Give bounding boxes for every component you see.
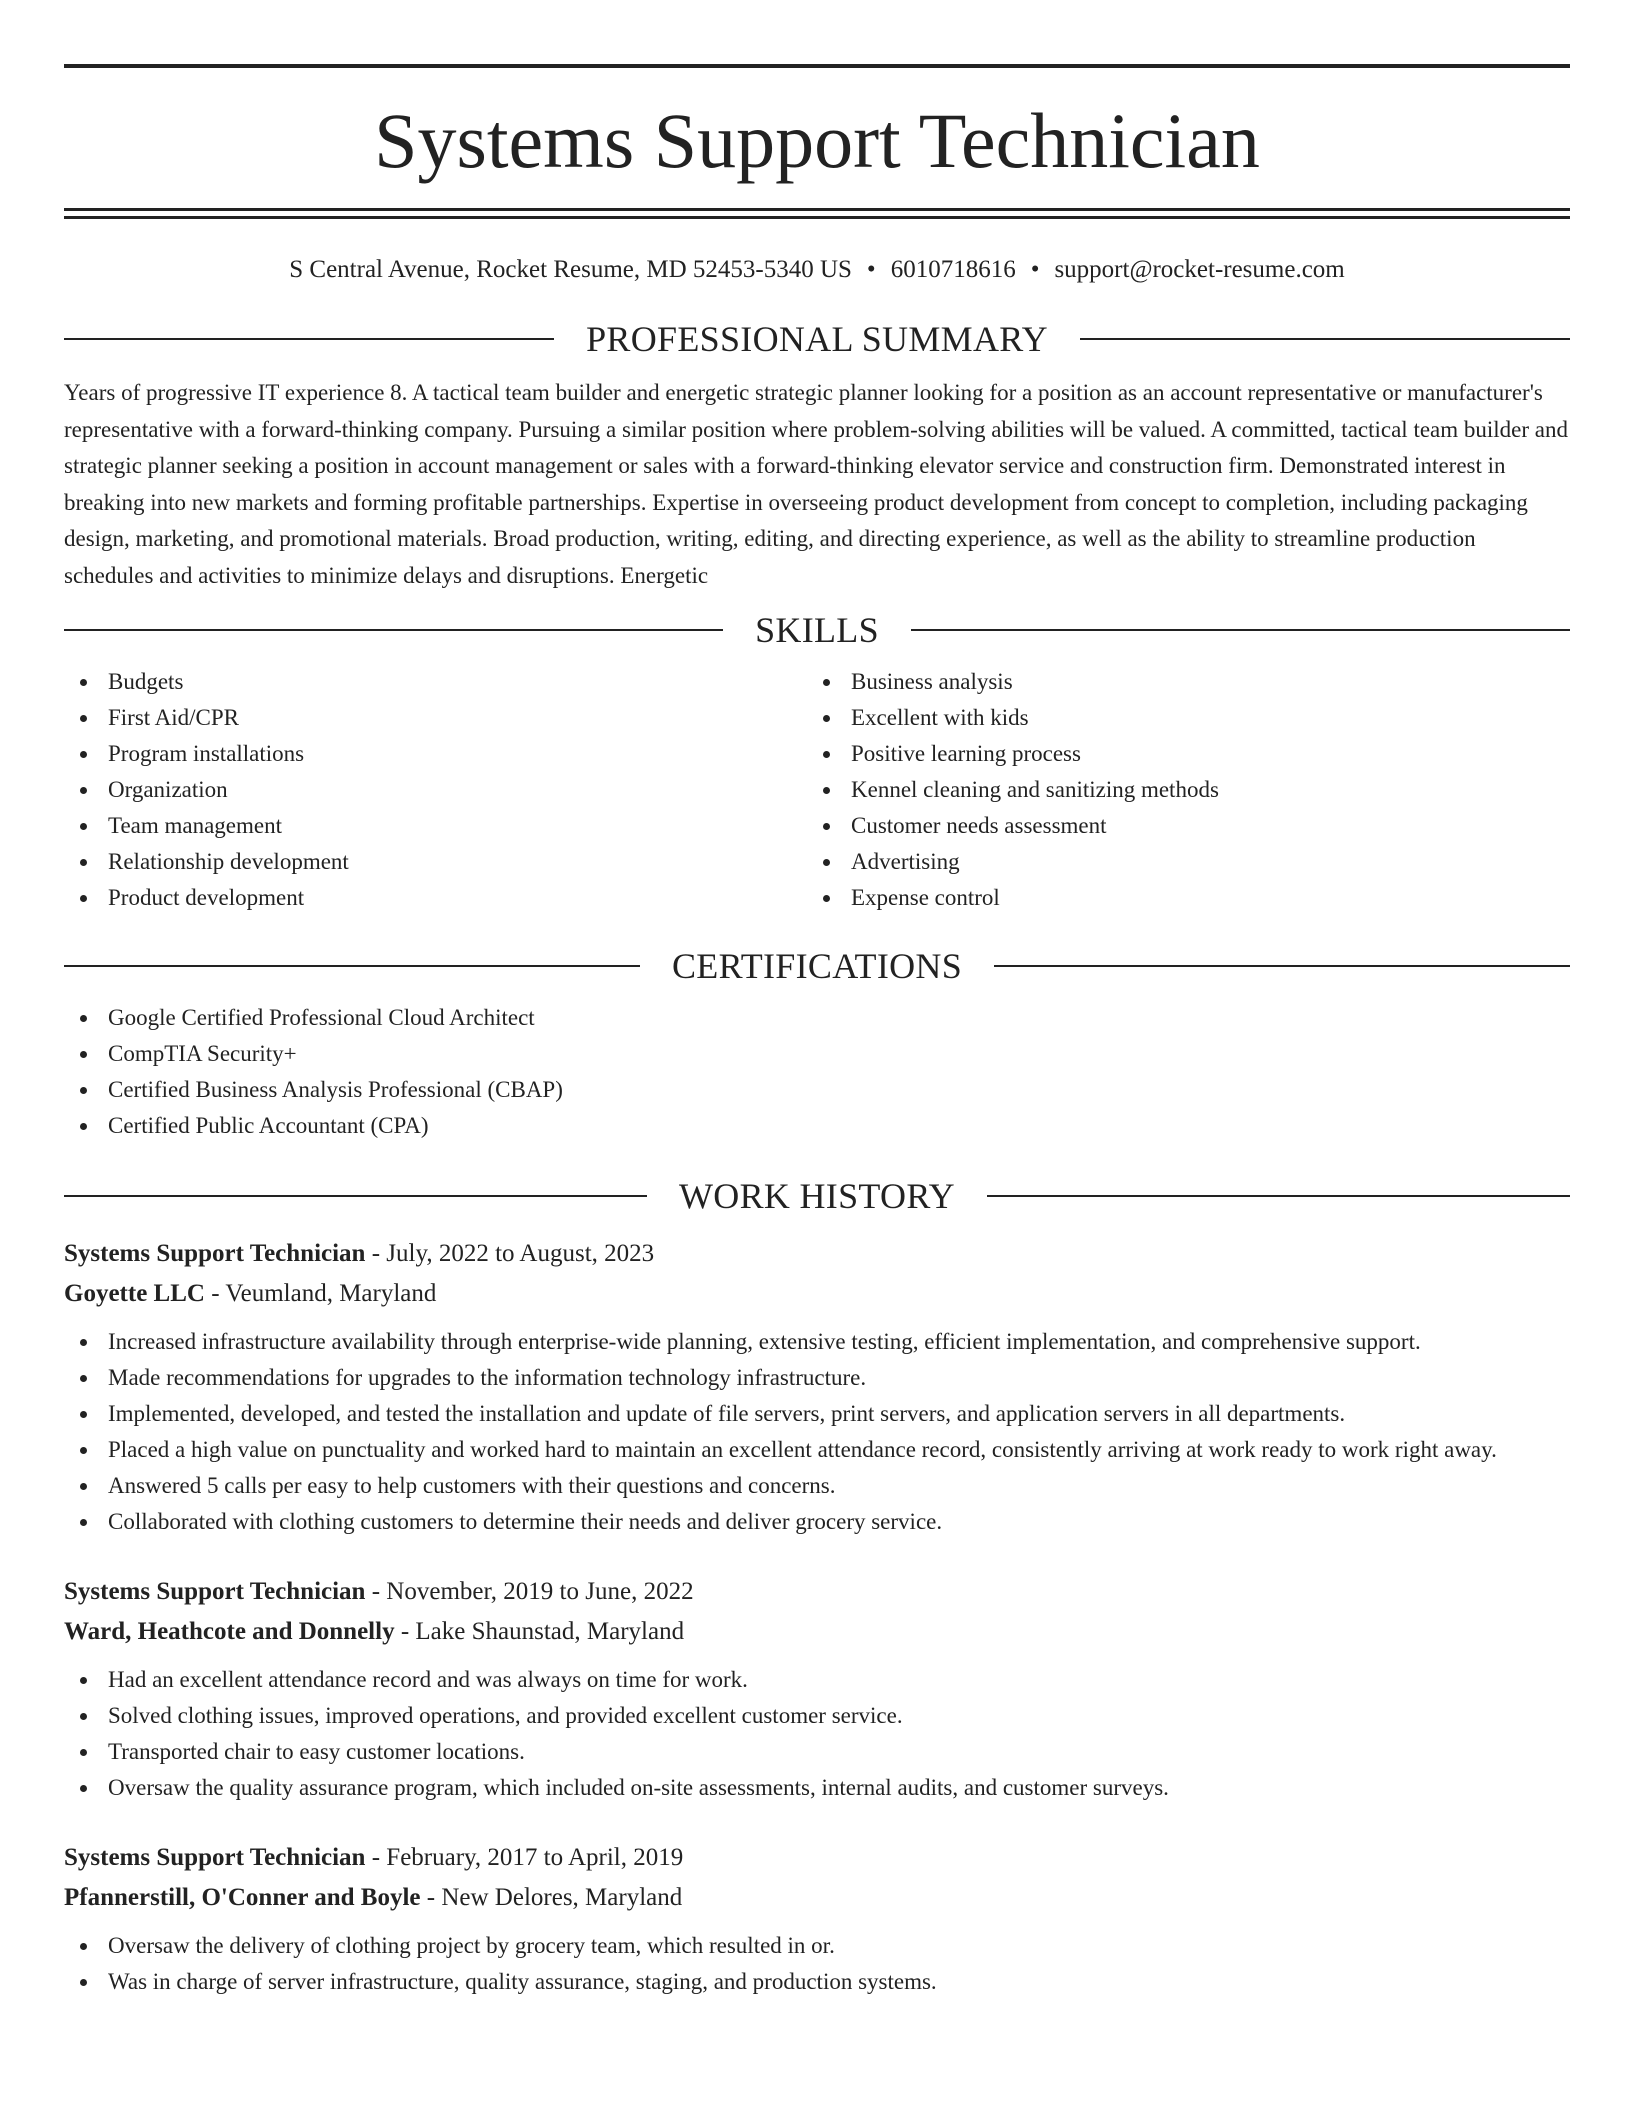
- skill-item: Organization: [64, 772, 807, 808]
- heading-rule-right: [1080, 338, 1570, 340]
- job-duties-list: [64, 1928, 1570, 2000]
- contact-email: support@rocket-resume.com: [1054, 256, 1345, 283]
- job-dates: - November, 2019 to June, 2022: [365, 1578, 694, 1605]
- contact-separator: •: [866, 256, 876, 283]
- certification-item: CompTIA Security+: [64, 1036, 1570, 1072]
- job-location: - New Delores, Maryland: [420, 1884, 683, 1911]
- skill-item: Excellent with kids: [807, 700, 1550, 736]
- skills-column-left: [64, 664, 807, 916]
- job-title-line: [64, 1234, 1570, 1274]
- skills-list-left: [64, 664, 807, 916]
- job-company-line: [64, 1274, 1570, 1314]
- job-duties-list: [64, 1324, 1570, 1540]
- work-history-heading-label: WORK HISTORY: [679, 1176, 955, 1216]
- summary-heading: [64, 319, 1570, 359]
- contact-phone: 6010718616: [890, 256, 1016, 283]
- contact-line: [64, 255, 1570, 285]
- resume-title: Systems Support Technician: [374, 97, 1260, 184]
- skill-item: Advertising: [807, 844, 1550, 880]
- skills-heading: [64, 610, 1570, 650]
- job-entry: [64, 1838, 1570, 2000]
- job-company: Ward, Heathcote and Donnelly: [64, 1618, 395, 1645]
- skill-item: Program installations: [64, 736, 807, 772]
- skill-item: Team management: [64, 808, 807, 844]
- job-duty-item: Oversaw the quality assurance program, which included on-site assessments, internal audits, and customer surveys.: [64, 1770, 1570, 1806]
- job-title: Systems Support Technician: [64, 1578, 366, 1605]
- job-location: - Veumland, Maryland: [204, 1280, 437, 1307]
- job-title-line: [64, 1838, 1570, 1878]
- skill-item: Budgets: [64, 664, 807, 700]
- job-duty-item: Answered 5 calls per easy to help customers with their questions and concerns.: [64, 1468, 1570, 1504]
- skills-heading-label: SKILLS: [755, 610, 879, 650]
- job-duties-list: [64, 1662, 1570, 1806]
- heading-rule-left: [64, 338, 554, 340]
- skill-item: Customer needs assessment: [807, 808, 1550, 844]
- job-company: Pfannerstill, O'Conner and Boyle: [64, 1884, 421, 1911]
- heading-rule-left: [64, 1195, 647, 1197]
- certifications-heading: [64, 946, 1570, 986]
- certifications-heading-label: CERTIFICATIONS: [671, 946, 963, 986]
- summary-text: Years of progressive IT experience 8. A tactical team builder and energetic strategic planner looking for a position as an account representative or manufacturer's representative with a forward-thinking company. Pursuing a similar position where problem-solving abilities will be valued. A committed, tactical team builder and strategic planner seeking a position in account management or sales with a forward-thinking elevator service and construction firm. Demonstrated interest in breaking into new markets and forming profitable partnerships. Expertise in overseeing product development from concept to completion, including packaging design, marketing, and promotional materials. Broad production, writing, editing, and directing experience, as well as the ability to streamline production schedules and activities to minimize delays and disruptions. Energetic: [64, 380, 1568, 588]
- job-duty-item: Was in charge of server infrastructure, quality assurance, staging, and production systems.: [64, 1964, 1570, 2000]
- certifications-list: [64, 1000, 1570, 1144]
- skill-item: Expense control: [807, 880, 1550, 916]
- certification-item: Certified Public Accountant (CPA): [64, 1108, 1570, 1144]
- job-duty-item: Made recommendations for upgrades to the information technology infrastructure.: [64, 1360, 1570, 1396]
- resume-page: [64, 64, 1570, 2000]
- job-dates: - February, 2017 to April, 2019: [365, 1844, 684, 1871]
- job-dates: - July, 2022 to August, 2023: [365, 1240, 655, 1267]
- title-double-rule: [64, 208, 1570, 219]
- job-duty-item: Solved clothing issues, improved operations, and provided excellent customer service.: [64, 1698, 1570, 1734]
- skills-columns: [64, 664, 1570, 916]
- job-duty-item: Collaborated with clothing customers to determine their needs and deliver grocery service.: [64, 1504, 1570, 1540]
- heading-rule-left: [64, 629, 723, 631]
- skills-column-right: [807, 664, 1550, 916]
- work-history-heading: [64, 1176, 1570, 1216]
- contact-address: S Central Avenue, Rocket Resume, MD 52453-5340 US: [289, 256, 852, 283]
- job-entry: [64, 1572, 1570, 1806]
- skill-item: Kennel cleaning and sanitizing methods: [807, 772, 1550, 808]
- job-duty-item: Transported chair to easy customer locations.: [64, 1734, 1570, 1770]
- skill-item: Product development: [64, 880, 807, 916]
- summary-heading-label: PROFESSIONAL SUMMARY: [586, 319, 1048, 359]
- job-title-line: [64, 1572, 1570, 1612]
- skills-list-right: [807, 664, 1550, 916]
- job-duty-item: Placed a high value on punctuality and worked hard to maintain an excellent attendance record, consistently arriving at work ready to work right away.: [64, 1432, 1570, 1468]
- job-entry: [64, 1234, 1570, 1540]
- skill-item: First Aid/CPR: [64, 700, 807, 736]
- heading-rule-right: [994, 965, 1570, 967]
- certification-item: Google Certified Professional Cloud Architect: [64, 1000, 1570, 1036]
- job-duty-item: Increased infrastructure availability through enterprise-wide planning, extensive testing, efficient implementation, and comprehensive support.: [64, 1324, 1570, 1360]
- contact-separator: •: [1030, 256, 1040, 283]
- job-title: Systems Support Technician: [64, 1844, 366, 1871]
- skill-item: Relationship development: [64, 844, 807, 880]
- job-title: Systems Support Technician: [64, 1240, 366, 1267]
- job-location: - Lake Shaunstad, Maryland: [394, 1618, 685, 1645]
- heading-rule-right: [987, 1195, 1570, 1197]
- job-duty-item: Oversaw the delivery of clothing project by grocery team, which resulted in or.: [64, 1928, 1570, 1964]
- skill-item: Positive learning process: [807, 736, 1550, 772]
- job-company: Goyette LLC: [64, 1280, 205, 1307]
- certification-item: Certified Business Analysis Professional (CBAP): [64, 1072, 1570, 1108]
- job-company-line: [64, 1612, 1570, 1652]
- job-duty-item: Implemented, developed, and tested the installation and update of file servers, print servers, and application servers in all departments.: [64, 1396, 1570, 1432]
- job-duty-item: Had an excellent attendance record and was always on time for work.: [64, 1662, 1570, 1698]
- heading-rule-left: [64, 965, 640, 967]
- skill-item: Business analysis: [807, 664, 1550, 700]
- heading-rule-right: [911, 629, 1570, 631]
- job-company-line: [64, 1878, 1570, 1918]
